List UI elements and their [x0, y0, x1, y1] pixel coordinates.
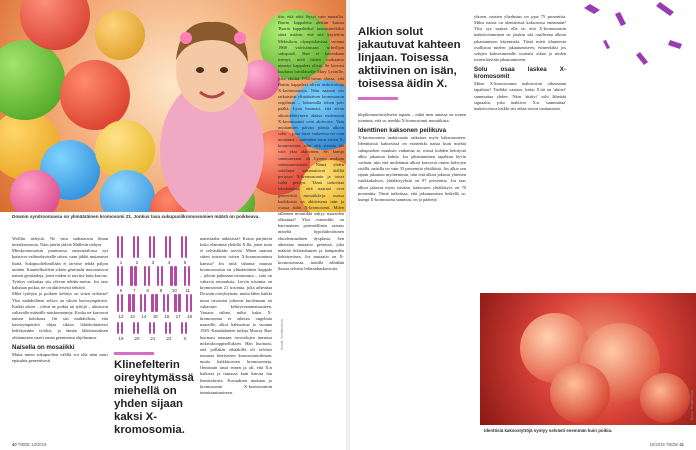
- chromosome-bar: [149, 236, 151, 258]
- page-number: 41: [679, 442, 684, 447]
- chromosome-label: 12: [118, 314, 124, 319]
- photo-credit-left: Kuvat: Shutterstock: [280, 318, 284, 350]
- chromosome-bar: [148, 266, 150, 286]
- chromosome-bar: [117, 322, 119, 334]
- chromosome-bar: [121, 322, 123, 334]
- embryo-cells-photo: [480, 293, 696, 425]
- chromosome-label: X: [183, 336, 187, 341]
- chromosome-label: 11: [185, 288, 190, 293]
- chromosome-bar: [170, 266, 172, 286]
- child-figure: [150, 0, 270, 212]
- chromosome-bar: [128, 294, 130, 312]
- pullquote-klinefelter: [114, 352, 196, 437]
- page-number: 40: [12, 442, 17, 447]
- chromosome-bar: [185, 322, 187, 334]
- photo-credit-right: Kuva: Shutterstock: [690, 389, 694, 420]
- chromosome-label: 15: [152, 314, 158, 319]
- paragraph: Wolffin tiehyttä. Ne vain surkastuvat ilman miestkromosia. Näin jäävät jäävät Müllerin tiehyet.: [12, 236, 108, 248]
- issue: 10/2019: [649, 442, 665, 447]
- paragraph: Mieskromosomin puuttuessa naisvartalossa nyt kutsuvoi vaihtoehtoiselle sitten, vaan jäkkit mutamiset lisätä. Sukupuolielimiltään ei tarvitse tehdä paljon mitään. Kuuntelkoitlein sikiön genitaalit muotoutuvat naisen genitaaleja, joten niiden ei tarvitse kuin kasvaa.: [12, 248, 108, 278]
- chromosome-bar: [132, 294, 134, 312]
- chromosome-label: 22: [166, 336, 172, 341]
- chromosome-label: 4: [167, 260, 171, 265]
- footer-left: [12, 442, 46, 447]
- chromosome-bar: [167, 294, 169, 312]
- chromosome-bar: [165, 322, 167, 334]
- pullquote-text: Alkion solut jakautuvat kahteen linjaan. Toisessa aktiivinen on isän, toisessa äidin X.: [358, 26, 461, 90]
- paragraph: tiin, että niitä löytyi vain naarailta. Barrin kappaletta alettiin kutsua 'Barrin kappaleeksi' tunnusmerkiksi siinä määrin, että sitä käytettiin Mekisikon olympialaisissa vuonna 1968 valvistamaan urheilijan sukupuoli. Barr ei kuitenkaan tiennyt, mitä hänen mukaansa nimetyt kappaleet olivat. Se korvasi kuuluisa brittiläiselle Mary Lyonille, joka olvilat 1960-luvun alussa, että Barrin kappaleet olivat inaktivoituja X-kromosomeja. Näin naaraat siis ratkaisivat ylimääräisen kromosomin ongelman – laittamalla toisen pois päältä. Lyon huomasi, että aivan aikuisiehittyneen aluksa molemmat X-kromosomit ovat aktiivisia. Vain muutamien päivän päästä alkion solut – joita tässä vaiheessa on vain muutama – summiten tavat toisen X-kromosomin, niin että sotusta jää vain yksi aktiivinen. Se, kumpi sammutetaan, oli Lyonin mukaan sattumanvaraista. Nämä yhden solulinjat sammuttavat äidiltä periytyn X-kromosomin ja toiset isältä perityn. Tämä tarkoittaa käytännössä, että naaraat ovat geneettisiä mosaiikkeja: osassa kudoksista on aktiivisena isän ja osassa äidin X-kromosomi. Miten tällainen mosaiikki näkyy naaraiden olämässä? Yksi esimerkki on harvinainen perinnöllinen sairaus nimeltä hypohidroottinen ektodermaalinen dysplasia. Sen aiheuttaa mutaatio geenissä, joka määrää hikirauhasten ja hampaiden kehittymisen. Jos mutaatio on X-kromosomissa, naisilla nähdään ihossa selvästi hikirauhaskuvioita.: [278, 14, 344, 272]
- right-column-2: [474, 14, 566, 112]
- paragraph: materiaalia näkösissä? Koirat pärjäävät koko elämänsä yhdellä X:llä, joten tosta ei selvästikään tarvita. Miten naaraat sitten toteavat toisen X-kromosominsa kanssa? Jos niitä tahansa muusta kromosomista on ylimääräinen kappale – joltoin puhutaan trisomiasta – siitä on vakavia seurauksia. Lievin trisomia on kromosomin 21 trisomia, joka aiheuttaa Downin oireyhtymän, mutta lähes kaikki muut trisomiat johtavat kuolemaan tai vakavaan kehitysvammaisuuteen. Vastaus siihen, miksi kaksi X-kromosomia ei aiheuta ongelmia naaraille, alkoi hahmottua jo vuonna 1949. Kanadalainen tutkija Murray Barr huomasi naaraan aivosolujen tumassa mikroskooppiselluksen. Hän huomasi, että joillakin eikääkillä oli selvästi tumassa kiertyneen kromosomirihman, mutta kaikkitoisien kromosomeja. Onnistuin tässä ennen ja oli, että X:n kaikissa ja tumassa kuin kasvaa luu kumisoluista. Kuvauksen mukaan jo kromosomin X-kromosomiin tunnistautumiseen.: [200, 236, 272, 395]
- chromosome-bar: [153, 236, 155, 258]
- chromosome-bar: [190, 294, 192, 312]
- chromosome-label: 20: [134, 336, 140, 341]
- chromosome-bar: [186, 294, 188, 312]
- chromosome-bar: [121, 236, 123, 258]
- chromosome-bar: [121, 294, 123, 312]
- footer-right: [650, 442, 684, 447]
- chromosome-label: 21: [150, 336, 156, 341]
- chromosome-label: 9: [159, 288, 163, 293]
- chromosome-bar: [133, 236, 135, 258]
- karyotype-diagram: [114, 232, 196, 350]
- chromosome-bar: [121, 266, 123, 286]
- pullquote-text: Klinefelterin oireyhtymässä miehellä on yhden sijaan kaksi X-kromosomia.: [114, 358, 194, 436]
- paragraph: Mutta miten sukupuolten välillä voi olla näin suuri epäsuhta geneettisesti: [12, 351, 108, 363]
- chromosome-bar: [151, 294, 153, 312]
- chromosome-label: 17: [175, 314, 181, 319]
- chromosome-bar: [137, 322, 139, 334]
- chromosome-bar: [140, 294, 142, 312]
- magazine-name: TIEDE: [665, 442, 679, 447]
- chromosome-bar: [157, 266, 159, 286]
- chromosome-label: 8: [146, 288, 149, 293]
- chromosome-bar: [178, 294, 180, 312]
- chromosome-label: 5: [183, 260, 187, 265]
- chromosome-bar: [133, 322, 135, 334]
- paragraph: Miten X-kromosomin inaktivointi oikeastaan tapahtuu? Tiedäkö vastaus: kaksi X:ää on 'aktiivi' sammuttaa yhden. Näin 'aktiivi' solu lähettää signaalin, joka inaktivoi X:n 'sammuttaa' inaktivoituva kaikki siis aikaa toisen tuottamisen.: [474, 81, 566, 111]
- cell-photo-caption: Identtisiä kaksostyttöjä syntyy selvästi enemmän kuin poikia.: [484, 428, 613, 433]
- pullquote-rule: [358, 97, 398, 100]
- paragraph: Tyttöys vaikuttaa siis olevan tehdas-asetus. Jos taas halutaan poikia, ne on aktiivisesti tehtävä.: [12, 279, 108, 291]
- chromosome-label: 10: [171, 288, 177, 293]
- chromosome-bar: [174, 294, 176, 312]
- chromosome-label: 16: [164, 314, 170, 319]
- chromosome-bar: [181, 322, 183, 334]
- chromosome-decoration: [550, 0, 696, 80]
- left-column-1: [12, 236, 108, 364]
- chromosome-bar: [144, 266, 146, 286]
- chromosome-bar: [181, 236, 183, 258]
- chromosome-bar: [174, 266, 176, 286]
- chromosome-bar: [169, 322, 171, 334]
- chromosome-label: 13: [129, 314, 135, 319]
- paragraph: Mikä tyttöjen ja poikien kehitys on sitten erilaista? Yksi mahdollinen selitys on sikiön kasvuympäristö. Kaikki sikiöt – olivat ne poikia tai tyttöjä – altistuvat valtavalle määrälle naishormoneja. Koska ne kasvavat naisen kohdussa. On siis mahdollista, että kasvuympäristö ohjaa sikiön lähtökohtaisesti kehittymään tytöksi, ja tämän lähtöasetuksen ohittaminen vaatii oman geenisensa ohjelmansa.: [12, 291, 108, 340]
- chromosome-label: 14: [141, 314, 147, 319]
- chromosome-label: 1: [119, 260, 123, 265]
- chromosome-bar: [137, 236, 139, 258]
- magazine-name: TIEDE: [17, 442, 31, 447]
- chromosome-label: 19: [118, 336, 124, 341]
- chromosome-label: 2: [135, 260, 139, 265]
- paragraph: yhtoen, naisten yliedustus on jopa 75 prosenttia. Miksi naisia on identtisissä kaksosissa enemmän? Yksi syy saattaa olla se, että X-kromosomin inaktivoituminen on jotakin sitä osallisena alkion jakautumisen käynnistää. Tässä mieti tilanteesta osallistuu mielen jakautumiseen, esimerkiksi jos solujen kaksosimmalle tuottaisi aikaa ja niiden toinen käyttää jakautumiseen.: [474, 14, 566, 63]
- chromosome-bar: [161, 266, 163, 286]
- chromosome-bar: [130, 266, 132, 286]
- subhead-mosaic: Naisella on mosaiikki: [12, 343, 75, 351]
- chromosome-bar: [155, 294, 157, 312]
- issue: 10/2019: [31, 442, 47, 447]
- chromosome-label: 6: [119, 288, 123, 293]
- chromosome-label: 7: [133, 288, 136, 293]
- pullquote-alkion: [358, 26, 466, 104]
- right-page: [350, 0, 696, 450]
- right-column-1: [358, 112, 466, 203]
- paragraph: klipikonnaväritykseen tapaan – mikä inen aniassa on toinen toiminta, että se, merkki X-kromosomit mosaiikista.: [358, 112, 466, 124]
- chromosome-label: 3: [151, 260, 155, 265]
- left-column-3: [278, 14, 344, 273]
- chromosome-bar: [163, 294, 165, 312]
- subhead-counting: Solu osaa laskea X-kromosomit: [474, 66, 566, 81]
- chromosome-bar: [144, 294, 146, 312]
- chromosome-bar: [117, 236, 119, 258]
- pullquote-rule: [114, 352, 154, 355]
- hero-caption: Downin syndroomassa on ylimääräinen kromosomi 21. Jonkus tasa sukupuolikromosomien määrä on poikkeava.: [12, 214, 260, 219]
- chromosome-bar: [165, 236, 167, 258]
- chromosome-bar: [134, 266, 136, 286]
- chromosome-bar: [117, 294, 119, 312]
- chromosome-bar: [169, 236, 171, 258]
- chromosome-bar: [185, 236, 187, 258]
- chromosome-bar: [184, 266, 186, 286]
- chromosome-bar: [149, 322, 151, 334]
- chromosome-bar: [153, 322, 155, 334]
- chromosome-label: 18: [187, 314, 192, 319]
- left-column-2: [200, 236, 272, 396]
- subhead-identical: Identtinen kaksonen peilikuva: [358, 127, 447, 135]
- chromosome-bar: [117, 266, 119, 286]
- chromosome-bar: [188, 266, 190, 286]
- paragraph: X-kromosomin inaktivaatio ratkaisee myös kaksosuuteen. Identtisissä kaksosissa on esimerkki naisia kuin miehiä sukupuolten muuksin vaikuttaa se, missä kohden kehitystä alkio jakautuu kahtia. Jos jakautuminen tapahtuu hyvin varhain, niin että molemmat alkiot kasvavat omien kalvojen sisällä, naisilla on vain 35 prosenttia yhtäläistä. Jos alkio sen sijaan jakautuu myöhemmin, niin että alkiot jakavat yhteisen istukkakalvon, yhtäläisyyksiä on 97 prosenttia. Jos taas alkiot jakavat myös istukan, kaksosten yhtäläisyys on 70 prosenttia. Tämä tarkoittaa, että jakautumisen hetkellä se, kumpi X-kromosomi sammuu, on jo päätetty.: [358, 135, 466, 202]
